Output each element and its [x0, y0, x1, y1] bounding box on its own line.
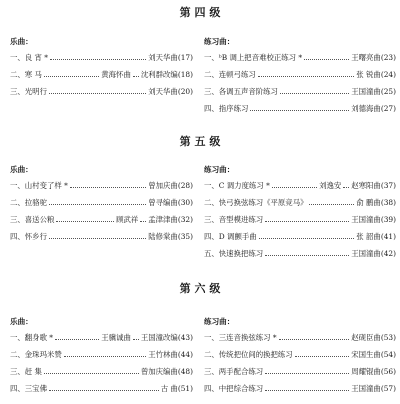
- exercises-heading: 练习曲：: [204, 165, 235, 174]
- entry-page: (17): [177, 53, 193, 63]
- dot-leader: [44, 373, 139, 374]
- entry-composer: 王国潼曲: [351, 249, 381, 259]
- pieces-heading: 乐曲：: [10, 317, 33, 326]
- entry-title: 一、ᵇB 调上把音难校正练习 *: [204, 53, 303, 63]
- toc-entry[interactable]: [204, 214, 396, 226]
- entry-page: (38): [380, 198, 396, 208]
- toc-entry[interactable]: [204, 86, 396, 98]
- entry-composer: 王曙亮曲: [351, 53, 381, 63]
- entry-page: (43): [177, 333, 193, 343]
- dot-leader: [258, 76, 355, 77]
- entry-composer: 沈利群改编: [140, 70, 178, 80]
- entry-title: 四、怀乡行: [10, 232, 47, 242]
- entry-composer: 张 韶曲: [356, 232, 381, 242]
- entry-title: 二、快弓换弦练习《平原竞马》: [204, 198, 308, 208]
- entry-page: (24): [380, 70, 396, 80]
- dot-leader: [44, 76, 99, 77]
- entry-title: 三、音型模进练习: [204, 215, 264, 225]
- entry-composer: 周耀锟曲: [351, 367, 381, 377]
- toc-entry[interactable]: [10, 69, 193, 81]
- entry-title: 四、指序练习: [204, 104, 249, 114]
- entry-composer: 王国潼曲: [351, 384, 381, 394]
- dot-leader: [343, 187, 349, 188]
- dot-leader: [265, 221, 349, 222]
- entry-composer: 俞 鹏曲: [356, 198, 381, 208]
- toc-entry[interactable]: [204, 69, 396, 81]
- entry-credit: 王骥诚曲: [101, 333, 131, 343]
- entry-composer: 曾加庆编曲: [140, 367, 178, 377]
- pieces-heading: 乐曲：: [10, 165, 33, 174]
- entry-page: (41): [380, 232, 396, 242]
- entry-page: (25): [380, 87, 396, 97]
- entry-page: (30): [177, 198, 193, 208]
- entry-composer: 王竹林曲: [148, 350, 178, 360]
- entry-title: 二、连顿弓练习: [204, 70, 256, 80]
- toc-entry[interactable]: [204, 180, 396, 192]
- toc-entry[interactable]: [204, 349, 396, 361]
- dot-leader: [309, 204, 354, 205]
- entry-composer: 宋国生曲: [351, 350, 381, 360]
- entry-page: (56): [380, 367, 396, 377]
- entry-page: (23): [380, 53, 396, 63]
- entry-title: 三、光明行: [10, 87, 47, 97]
- entry-composer: 古 曲: [160, 384, 178, 394]
- entry-composer: 张 锐曲: [356, 70, 381, 80]
- entry-credit: 顾武祥: [116, 215, 139, 225]
- entry-title: 三、赶 集: [10, 367, 42, 377]
- toc-entry[interactable]: [204, 52, 396, 64]
- entry-title: 二、寒 马: [10, 70, 42, 80]
- entry-composer: 王国潼改编: [140, 333, 178, 343]
- toc-entry[interactable]: [204, 103, 396, 115]
- toc-entry[interactable]: [204, 366, 396, 378]
- entry-title: 一、三连音换弦练习 *: [204, 333, 277, 343]
- entry-page: (32): [177, 215, 193, 225]
- entry-title: 一、翻身歌 *: [10, 333, 53, 343]
- dot-leader: [259, 238, 355, 239]
- toc-entry[interactable]: [10, 332, 193, 344]
- dot-leader: [304, 59, 349, 60]
- toc-entry[interactable]: [10, 86, 193, 98]
- toc-entry[interactable]: [204, 197, 396, 209]
- dot-leader: [133, 339, 139, 340]
- toc-entry[interactable]: [204, 231, 396, 243]
- entry-title: 一、C 调力度练习 *: [204, 181, 270, 191]
- dot-leader: [133, 76, 139, 77]
- dot-leader: [295, 356, 350, 357]
- entry-credit: 刘逸安: [319, 181, 342, 191]
- toc-entry[interactable]: [10, 383, 193, 395]
- dot-leader: [55, 339, 99, 340]
- entry-page: (48): [177, 367, 193, 377]
- dot-leader: [265, 373, 349, 374]
- entry-page: (51): [177, 384, 193, 394]
- entry-title: 三、喜送公粮: [10, 215, 55, 225]
- entry-page: (35): [177, 232, 193, 242]
- dot-leader: [49, 93, 146, 94]
- toc-entry[interactable]: [10, 349, 193, 361]
- dot-leader: [279, 339, 350, 340]
- entry-page: (27): [380, 104, 396, 114]
- entry-title: 四、三宝佛: [10, 384, 47, 394]
- dot-leader: [49, 204, 146, 205]
- entry-page: (57): [380, 384, 396, 394]
- toc-entry[interactable]: [10, 366, 193, 378]
- toc-entry[interactable]: [10, 52, 193, 64]
- toc-entry[interactable]: [10, 180, 193, 192]
- dot-leader: [56, 221, 114, 222]
- toc-entry[interactable]: [10, 214, 193, 226]
- entry-composer: 刘德海曲: [351, 104, 381, 114]
- entry-title: 四、中把综合练习: [204, 384, 264, 394]
- entry-page: (54): [380, 350, 396, 360]
- entry-page: (53): [380, 333, 396, 343]
- level-title: 第 四 级: [179, 6, 221, 19]
- dot-leader: [265, 255, 349, 256]
- entry-page: (18): [177, 70, 193, 80]
- entry-title: 二、传统把位间的换把练习: [204, 350, 293, 360]
- entry-composer: 刘天华曲: [148, 87, 178, 97]
- entry-composer: 曾加庆曲: [148, 181, 178, 191]
- entry-composer: 王国潼曲: [351, 215, 381, 225]
- entry-page: (39): [380, 215, 396, 225]
- entry-composer: 陆修棠曲: [148, 232, 178, 242]
- entry-page: (20): [177, 87, 193, 97]
- pieces-heading: 乐曲：: [10, 37, 33, 46]
- dot-leader: [49, 238, 146, 239]
- entry-composer: 王国潼曲: [351, 87, 381, 97]
- entry-title: 一、良 宵 *: [10, 53, 48, 63]
- entry-title: 三、各调五声音阶练习: [204, 87, 278, 97]
- dot-leader: [280, 93, 349, 94]
- entry-page: (42): [380, 249, 396, 259]
- level-title: 第 五 级: [179, 135, 221, 148]
- entry-composer: 曾寻编曲: [148, 198, 178, 208]
- entry-title: 三、两手配合练习: [204, 367, 264, 377]
- entry-title: 二、拉骆驼: [10, 198, 47, 208]
- dot-leader: [64, 356, 147, 357]
- dot-leader: [272, 187, 317, 188]
- dot-leader: [70, 187, 146, 188]
- level-title: 第 六 级: [179, 282, 221, 295]
- entry-composer: 赵砚臣曲: [351, 333, 381, 343]
- toc-entry[interactable]: [204, 332, 396, 344]
- dot-leader: [265, 390, 349, 391]
- entry-composer: 刘天华曲: [148, 53, 178, 63]
- entry-title: 一、山村变了样 *: [10, 181, 68, 191]
- toc-entry[interactable]: [204, 248, 396, 260]
- entry-page: (37): [380, 181, 396, 191]
- toc-entry[interactable]: [10, 197, 193, 209]
- entry-title: 四、D 调颤手曲: [204, 232, 257, 242]
- dot-leader: [250, 110, 349, 111]
- dot-leader: [50, 59, 146, 60]
- entry-page: (28): [177, 181, 193, 191]
- toc-entry[interactable]: [10, 231, 193, 243]
- dot-leader: [140, 221, 146, 222]
- exercises-heading: 练习曲：: [204, 37, 235, 46]
- dot-leader: [49, 390, 159, 391]
- entry-credit: 黄海怀曲: [101, 70, 131, 80]
- toc-entry[interactable]: [204, 383, 396, 395]
- entry-composer: 赵寒阳曲: [351, 181, 381, 191]
- entry-composer: 孟津津曲: [148, 215, 178, 225]
- entry-title: 五、快速换把练习: [204, 249, 264, 259]
- exercises-heading: 练习曲：: [204, 317, 235, 326]
- entry-page: (44): [177, 350, 193, 360]
- entry-title: 二、金珠玛米赞: [10, 350, 62, 360]
